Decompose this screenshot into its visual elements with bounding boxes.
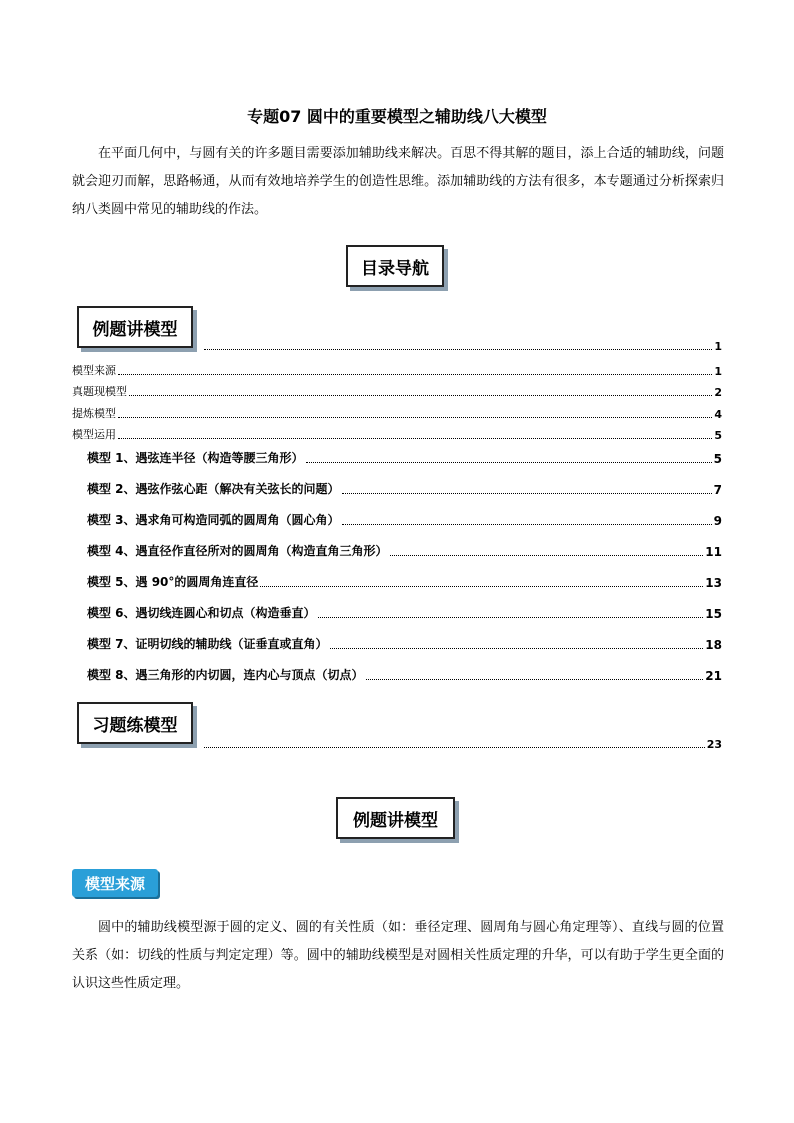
toc-leader (366, 678, 704, 680)
toc-leader (118, 437, 712, 439)
toc-model-item[interactable]: 模型 6、遇切线连圆心和切点（构造垂直） 15 (87, 606, 722, 621)
toc-item[interactable]: 模型运用 5 (72, 428, 722, 442)
tag-label: 模型来源 (84, 874, 145, 893)
toc-model-item[interactable]: 模型 1、遇弦连半径（构造等腰三角形） 5 (87, 451, 722, 466)
toc-leader (118, 373, 712, 375)
toc-item[interactable]: 1 (202, 340, 722, 353)
toc-leader (342, 492, 712, 494)
toc-item[interactable]: 23 (202, 738, 722, 751)
toc-model-item[interactable]: 模型 5、遇 90°的圆周角连直径 13 (87, 575, 722, 590)
toc-leader (260, 585, 703, 587)
toc-leader (204, 746, 705, 748)
intro-paragraph: 在平面几何中，与圆有关的许多题目需要添加辅助线来解决。百思不得其解的题目，添上合适的辅助线，问题就会迎刃而解，思路畅通，从而有效地培养学生的创造性思维。添加辅助线的方法有很多，本专题通过分析探索归纳八类圆中常见的辅助线的作法。 (72, 146, 724, 217)
section1-box (77, 306, 193, 348)
toc-item[interactable]: 提炼模型 4 (72, 407, 722, 421)
section-header: 例题讲模型 (353, 810, 438, 831)
toc-model-item[interactable]: 模型 2、遇弦作弦心距（解决有关弦长的问题） 7 (87, 482, 722, 497)
toc-leader (204, 348, 712, 350)
toc-model-item[interactable]: 模型 4、遇直径作直径所对的圆周角（构造直角三角形） 11 (87, 544, 722, 559)
page-title: 专题07 圆中的重要模型之辅助线八大模型 (247, 107, 547, 126)
section2-label: 习题练模型 (92, 715, 178, 736)
toc-leader (129, 394, 712, 396)
section-header-box (336, 797, 455, 839)
section2-box (77, 702, 193, 744)
model-source-tag (72, 869, 158, 897)
nav-title-box (346, 245, 444, 287)
toc-model-item[interactable]: 模型 8、遇三角形的内切圆，连内心与顶点（切点） 21 (87, 668, 722, 683)
toc-item[interactable]: 模型来源 1 (72, 364, 722, 378)
toc-leader (118, 416, 712, 418)
toc-model-item[interactable]: 模型 7、证明切线的辅助线（证垂直或直角） 18 (87, 637, 722, 652)
toc-item[interactable]: 真题现模型 2 (72, 385, 722, 399)
toc-leader (342, 523, 712, 525)
nav-title: 目录导航 (361, 258, 429, 279)
section1-label: 例题讲模型 (92, 319, 178, 340)
toc-leader (306, 461, 712, 463)
source-paragraph: 圆中的辅助线模型源于圆的定义、圆的有关性质（如：垂径定理、圆周角与圆心角定理等）、直线与圆的位置关系（如：切线的性质与判定定理）等。圆中的辅助线模型是对圆相关性质定理的升华，可以有助于学生更全面的认识这些性质定理。 (72, 920, 724, 991)
toc-leader (318, 616, 704, 618)
toc-leader (390, 554, 704, 556)
toc-model-item[interactable]: 模型 3、遇求角可构造同弧的圆周角（圆心角） 9 (87, 513, 722, 528)
toc-leader (330, 647, 704, 649)
